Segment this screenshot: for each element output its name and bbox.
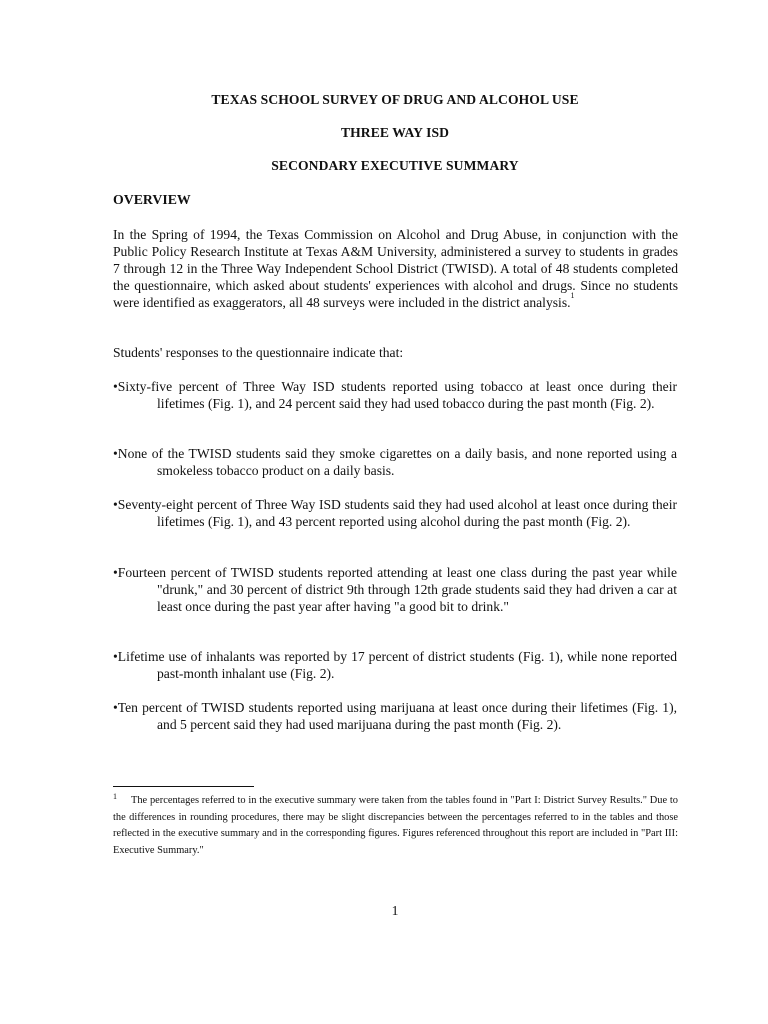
footnote-separator	[113, 786, 254, 787]
lead-in-text: Students' responses to the questionnaire indicate that:	[113, 345, 404, 360]
intro-paragraph	[113, 226, 678, 311]
district-name: THREE WAY ISD	[340, 125, 450, 140]
footnote-marker: 1	[113, 792, 117, 801]
document-title: TEXAS SCHOOL SURVEY OF DRUG AND ALCOHOL USE	[211, 92, 579, 107]
bullet-item: •None of the TWISD students said they smoke cigarettes on a daily basis, and none reported using a smokeless tobacco product on a daily basis.	[113, 446, 677, 478]
bullet-item: •Sixty-five percent of Three Way ISD students reported using tobacco at least once during their lifetimes (Fig. 1), and 24 percent said they had used tobacco during the past month (Fig. 2).	[113, 379, 677, 411]
bullet-item: •Lifetime use of inhalants was reported by 17 percent of district students (Fig. 1), while none reported past-month inhalant use (Fig. 2).	[113, 649, 677, 681]
page-number: 1	[391, 903, 399, 918]
section-heading: OVERVIEW	[113, 192, 191, 207]
summary-subtitle: SECONDARY EXECUTIVE SUMMARY	[271, 158, 519, 173]
bullet-item: •Seventy-eight percent of Three Way ISD students said they had used alcohol at least once during their lifetimes (Fig. 1), and 43 percent reported using alcohol during the past month (Fig. 2).	[113, 497, 677, 529]
footnote-reference: 1	[570, 291, 575, 300]
footnote	[113, 793, 678, 859]
bullet-item: •Ten percent of TWISD students reported using marijuana at least once during their lifetimes (Fig. 1), and 5 percent said they had used marijuana during the past month (Fig. 2).	[113, 700, 677, 732]
bullet-item: •Fourteen percent of TWISD students reported attending at least one class during the past year while "drunk," and 30 percent of district 9th through 12th grade students said they had driven a car at least once during the past year after having "a good bit to drink."	[113, 565, 677, 614]
footnote-text: The percentages referred to in the executive summary were taken from the tables found in "Part I: District Survey Results." Due to the differences in rounding procedures, there may be slight discrepancies between the percentages referred to in the tables and those reflected in the executive summary and in the corresponding figures. Figures referenced throughout this report are included in "Part III: Executive Summary."	[113, 795, 678, 856]
intro-paragraph-text: In the Spring of 1994, the Texas Commission on Alcohol and Drug Abuse, in conjunction with the Public Policy Research Institute at Texas A&M University, administered a survey to students in grades 7 through 12 in the Three Way Independent School District (TWISD). A total of 48 students completed the questionnaire, which asked about students' experiences with alcohol and drugs. Since no students were identified as exaggerators, all 48 surveys were included in the district analysis.	[113, 227, 678, 310]
